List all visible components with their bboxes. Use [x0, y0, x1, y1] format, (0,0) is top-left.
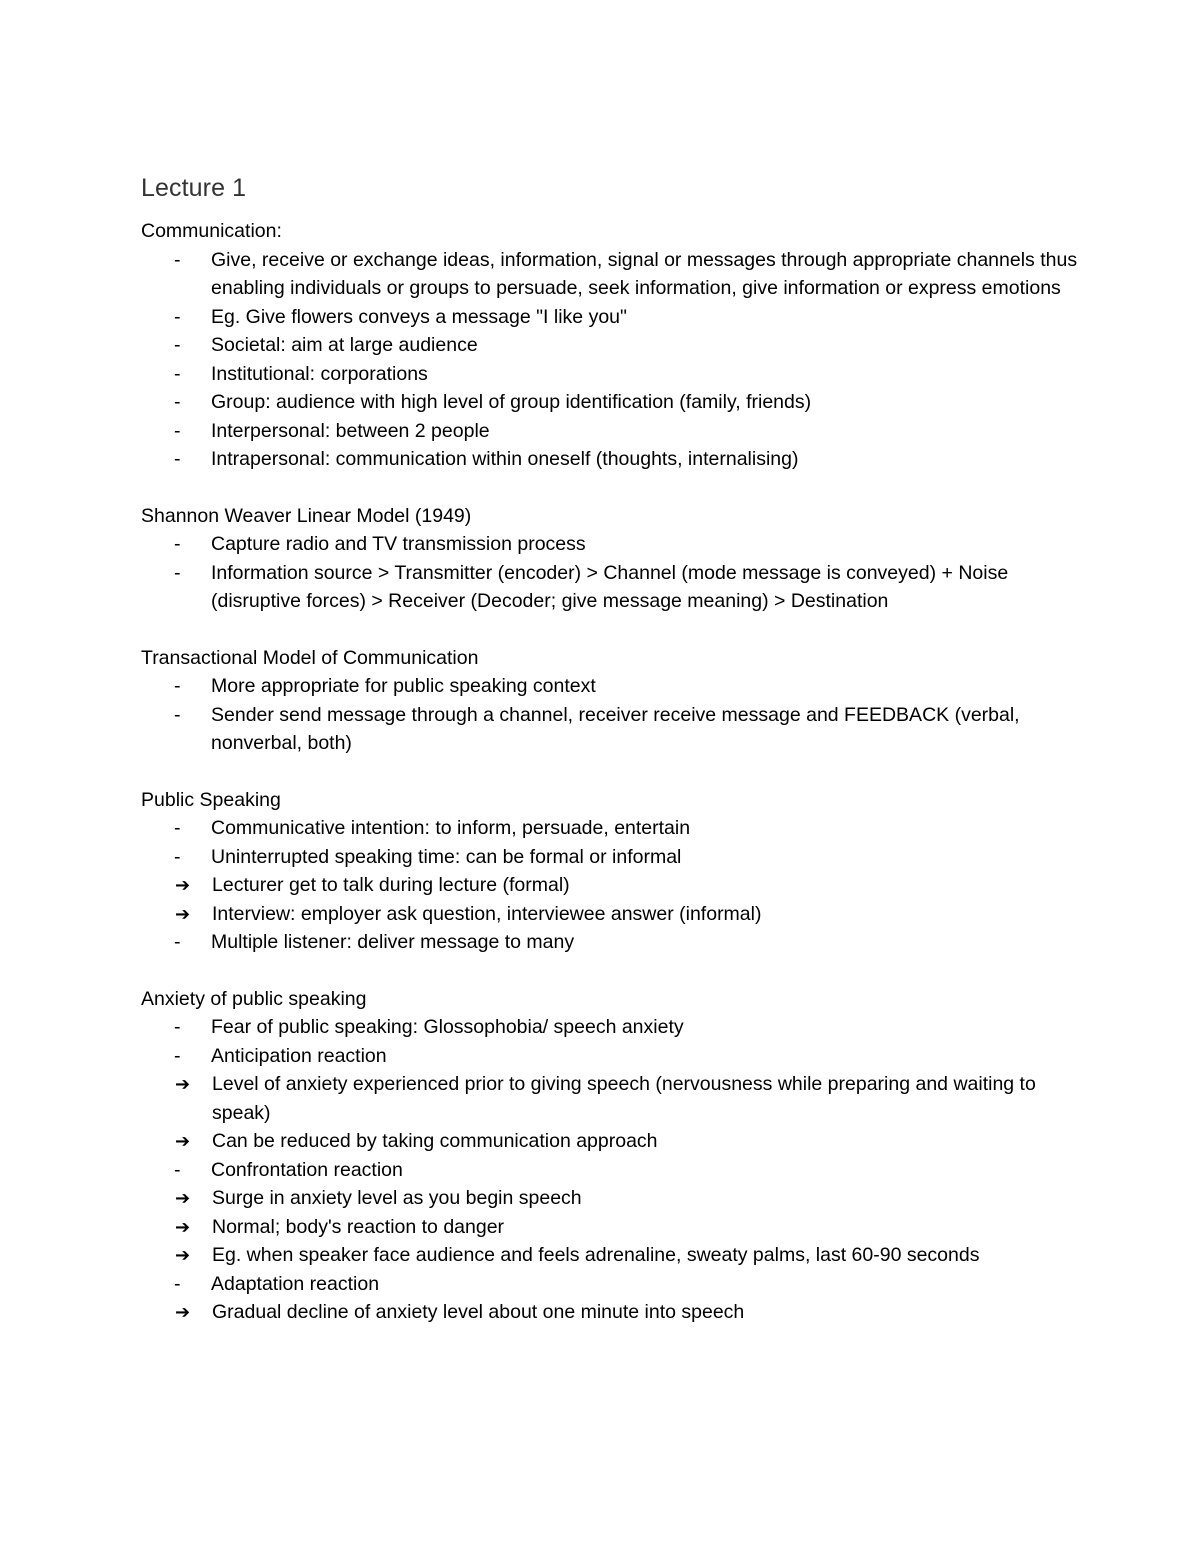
list-item [141, 417, 1081, 446]
sub-list-item-text: Surge in anxiety level as you begin speech [212, 1187, 582, 1209]
dash-bullet: - [174, 675, 181, 697]
arrow-bullet-icon: ➔ [175, 903, 191, 924]
list-item [141, 928, 1081, 957]
list-item [141, 388, 1081, 417]
dash-bullet: - [174, 1016, 181, 1038]
dash-bullet: - [174, 448, 181, 470]
bullet-list [141, 530, 1081, 616]
list-item-text: More appropriate for public speaking context [211, 675, 596, 697]
sub-list-wrapper [141, 1184, 1081, 1270]
list-item [141, 814, 1081, 843]
section-heading: Public Speaking [141, 788, 281, 811]
sub-list-item [141, 1241, 1081, 1270]
dash-bullet: - [174, 817, 181, 839]
list-item-text: Intrapersonal: communication within oneself (thoughts, internalising) [211, 448, 799, 470]
list-item-text: Information source > Transmitter (encoder) > Channel (mode message is conveyed) + Noise (disruptive forces) > Receiver (Decoder; give message meaning) > Destination [211, 561, 1009, 612]
list-item [141, 1156, 1081, 1185]
list-item [141, 1042, 1081, 1071]
section [141, 217, 1081, 474]
list-item-text: Capture radio and TV transmission process [211, 533, 586, 555]
dash-bullet: - [174, 419, 181, 442]
list-item-text: Confrontation reaction [211, 1158, 403, 1181]
list-item [141, 360, 1081, 389]
sub-list-item [141, 1127, 1081, 1156]
bullet-list [141, 1013, 1081, 1327]
list-item [141, 303, 1081, 332]
sub-list-wrapper [141, 1070, 1081, 1156]
section [141, 502, 1081, 616]
list-item-text: Institutional: corporations [211, 362, 428, 385]
sub-bullet-list [141, 1184, 1081, 1270]
sub-list-item [141, 1298, 1081, 1327]
sub-list-item-text: Normal; body's reaction to danger [212, 1215, 505, 1238]
arrow-bullet-icon: ➔ [175, 1302, 191, 1322]
sub-list-item-text: Eg. when speaker face audience and feels adrenaline, sweaty palms, last 60-90 seconds [212, 1244, 980, 1266]
arrow-bullet-icon: ➔ [175, 1245, 191, 1265]
sub-list-item-text: Lecturer get to talk during lecture (formal) [212, 874, 570, 896]
list-item [141, 1013, 1081, 1042]
sub-list-wrapper [141, 1298, 1081, 1327]
sub-list-item [141, 871, 1081, 900]
list-item [141, 843, 1081, 872]
list-item [141, 331, 1081, 360]
dash-bullet: - [174, 703, 181, 726]
sub-list-item [141, 1213, 1081, 1242]
sub-list-item [141, 1184, 1081, 1213]
list-item-text: Anticipation reaction [211, 1044, 387, 1067]
dash-bullet: - [174, 1158, 181, 1181]
arrow-bullet-icon: ➔ [175, 1188, 191, 1208]
list-item [141, 672, 1081, 701]
sub-bullet-list [141, 1298, 1081, 1327]
section-heading: Transactional Model of Communication [141, 646, 479, 669]
bullet-list [141, 672, 1081, 758]
section-heading: Shannon Weaver Linear Model (1949) [141, 504, 472, 527]
section [141, 985, 1081, 1327]
dash-bullet: - [174, 1044, 181, 1067]
list-item-text: Adaptation reaction [211, 1272, 380, 1295]
dash-bullet: - [174, 248, 181, 271]
dash-bullet: - [174, 931, 181, 953]
sub-list-item-text: Can be reduced by taking communication approach [212, 1130, 658, 1152]
sub-list-item-text: Level of anxiety experienced prior to giving speech (nervousness while preparing and waiting to speak) [212, 1073, 1036, 1124]
dash-bullet: - [174, 1272, 181, 1295]
dash-bullet: - [174, 533, 181, 555]
list-item [141, 1270, 1081, 1299]
section [141, 786, 1081, 957]
section-heading: Communication: [141, 220, 282, 242]
arrow-bullet-icon: ➔ [175, 1131, 191, 1151]
list-item [141, 246, 1081, 303]
dash-bullet: - [174, 334, 181, 356]
section [141, 644, 1081, 758]
list-item-text: Societal: aim at large audience [211, 334, 478, 356]
sub-list-item [141, 1070, 1081, 1127]
arrow-bullet-icon: ➔ [175, 875, 191, 895]
list-item-text: Communicative intention: to inform, persuade, entertain [211, 817, 691, 839]
list-item-text: Sender send message through a channel, receiver receive message and FEEDBACK (verbal, nonverbal, both) [211, 703, 1020, 754]
dash-bullet: - [174, 305, 181, 328]
list-item-text: Interpersonal: between 2 people [211, 419, 490, 442]
dash-bullet: - [174, 845, 181, 868]
bullet-list [141, 814, 1081, 957]
list-item-text: Fear of public speaking: Glossophobia/ speech anxiety [211, 1016, 684, 1038]
dash-bullet: - [174, 362, 181, 385]
list-item-text: Group: audience with high level of group identification (family, friends) [211, 391, 812, 413]
list-item [141, 445, 1081, 474]
dash-bullet: - [174, 561, 181, 584]
list-item [141, 530, 1081, 559]
list-item-text: Eg. Give flowers conveys a message "I like you" [211, 305, 627, 328]
dash-bullet: - [174, 391, 181, 413]
sub-bullet-list [141, 1070, 1081, 1156]
list-item [141, 559, 1081, 616]
sub-list-wrapper [141, 871, 1081, 928]
arrow-bullet-icon: ➔ [175, 1216, 191, 1237]
page-title: Lecture 1 [141, 174, 247, 202]
sub-list-item [141, 900, 1081, 929]
sections-container [141, 217, 1081, 1327]
arrow-bullet-icon: ➔ [175, 1074, 191, 1094]
sub-list-item-text: Interview: employer ask question, interviewee answer (informal) [212, 902, 762, 925]
section-heading: Anxiety of public speaking [141, 987, 367, 1010]
bullet-list [141, 246, 1081, 474]
sub-bullet-list [141, 871, 1081, 928]
list-item-text: Uninterrupted speaking time: can be formal or informal [211, 845, 682, 868]
list-item [141, 701, 1081, 758]
list-item-text: Give, receive or exchange ideas, information, signal or messages through appropriate channels thus enabling individuals or groups to persuade, seek information, give information or express emotions [211, 248, 1078, 299]
document-page [141, 168, 1081, 1355]
list-item-text: Multiple listener: deliver message to many [211, 931, 575, 953]
sub-list-item-text: Gradual decline of anxiety level about one minute into speech [212, 1301, 745, 1323]
